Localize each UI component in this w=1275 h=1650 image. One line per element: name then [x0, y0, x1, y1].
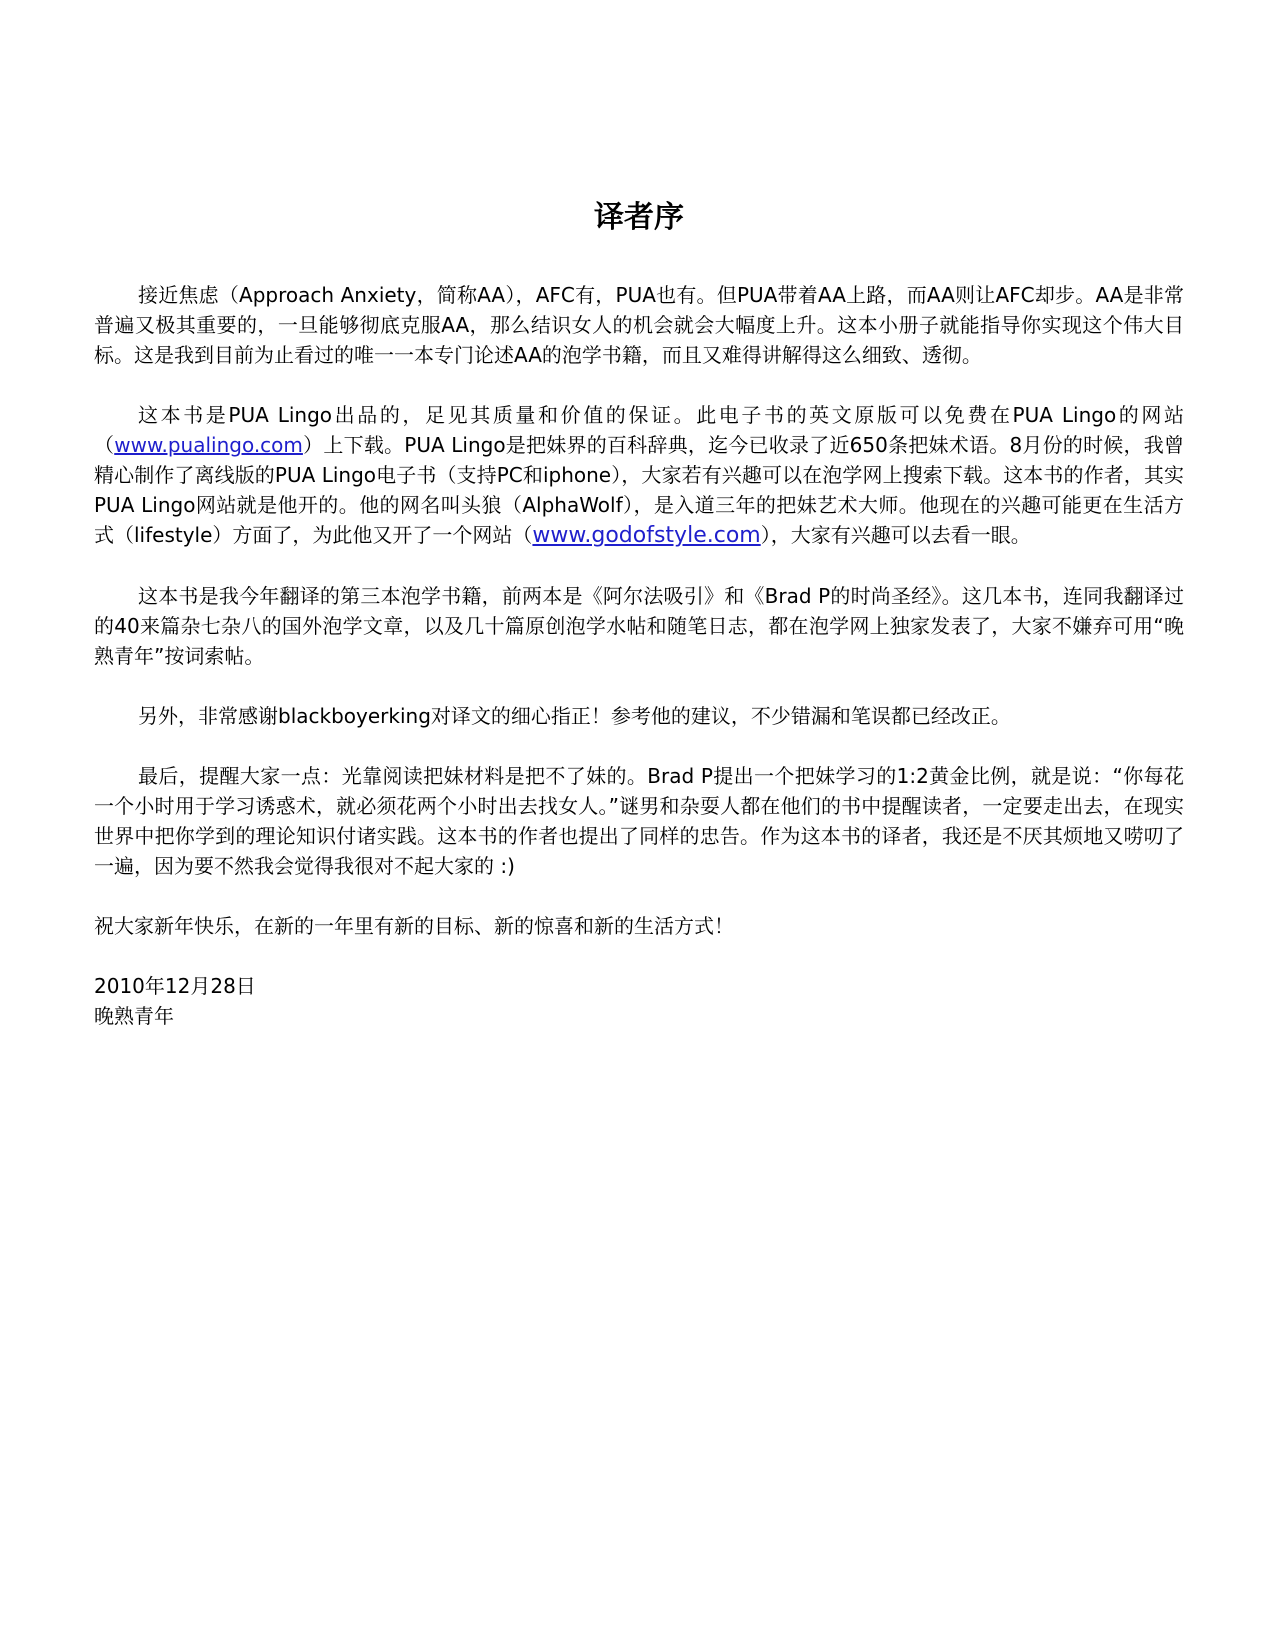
paragraph-new-year: 祝大家新年快乐，在新的一年里有新的目标、新的惊喜和新的生活方式！: [94, 914, 734, 938]
paragraph-pua-lingo-text-2: ）上下载。PUA Lingo是把妹界的百科辞典，迄今已收录了近650条把妹术语。8月份的时候，我曾精心制作了离线版的PUA Lingo电子书（支持PC和iphone），大家若有兴趣可以在泡学网上搜索下载。这本书的作者，其实PUA Lingo网站就是他开的。他的网名叫头狼（AlphaWolf），是入道三年的把妹艺术大师。他现在的兴趣可能更在生活方式（lifestyle）方面了，为此他又开了一个网站（: [94, 433, 1184, 547]
paragraph-approach-anxiety: 接近焦虑（Approach Anxiety，简称AA），AFC有，PUA也有。但PUA带着AA上路，而AA则让AFC却步。AA是非常普遍又极其重要的，一旦能够彻底克服AA，那么结识女人的机会就会大幅度上升。这本小册子就能指导你实现这个伟大目标。这是我到目前为止看过的唯一一本专门论述AA的泡学书籍，而且又难得讲解得这么细致、透彻。: [94, 283, 1184, 367]
signature-date: 2010年12月28日: [94, 974, 256, 998]
pualingo-link[interactable]: www.pualingo.com: [114, 433, 303, 457]
page-title: 译者序: [594, 200, 684, 235]
godofstyle-link[interactable]: www.godofstyle.com: [532, 523, 761, 548]
paragraph-pua-lingo: [94, 400, 1184, 551]
paragraph-reminder: 最后，提醒大家一点：光靠阅读把妹材料是把不了妹的。Brad P提出一个把妹学习的1:2黄金比例，就是说：“你每花一个小时用于学习诱惑术，就必须花两个小时出去找女人。”谜男和杂耍人都在他们的书中提醒读者，一定要走出去，在现实世界中把你学到的理论知识付诸实践。这本书的作者也提出了同样的忠告。作为这本书的译者，我还是不厌其烦地又唠叨了一遍，因为要不然我会觉得我很对不起大家的 :): [94, 764, 1184, 878]
paragraph-pua-lingo-text-1: 这本书是PUA Lingo出品的，足见其质量和价值的保证。此电子书的英文原版可以免费在PUA Lingo的网站（: [94, 403, 1184, 457]
document-page: [94, 200, 1184, 1031]
paragraph-pua-lingo-text-3: ），大家有兴趣可以去看一眼。: [760, 523, 1031, 547]
paragraph-translations: 这本书是我今年翻译的第三本泡学书籍，前两本是《阿尔法吸引》和《Brad P的时尚圣经》。这几本书，连同我翻译过的40来篇杂七杂八的国外泡学文章，以及几十篇原创泡学水帖和随笔日志，都在泡学网上独家发表了，大家不嫌弃可用“晚熟青年”按词索帖。: [94, 584, 1184, 668]
signature-author: 晚熟青年: [94, 1004, 174, 1028]
paragraph-thanks: 另外，非常感谢blackboyerking对译文的细心指正！参考他的建议，不少错漏和笔误都已经改正。: [138, 704, 1011, 728]
